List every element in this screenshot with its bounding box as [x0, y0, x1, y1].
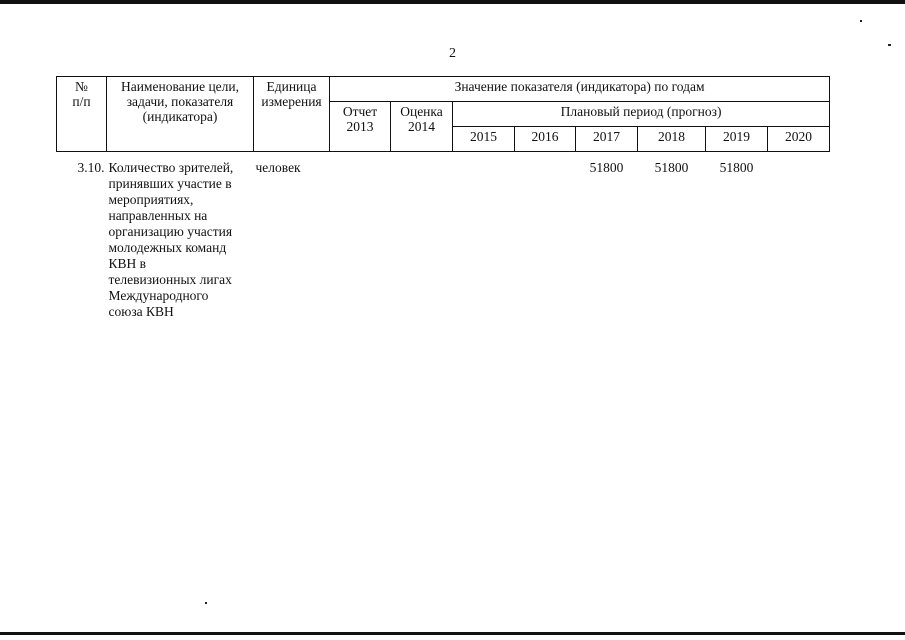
header-estimate: [391, 102, 453, 152]
header-plan-period-label: Плановый период (прогноз): [560, 104, 722, 119]
row-value-2015: [453, 152, 515, 321]
row-value-2018: 51800: [654, 160, 689, 175]
row-value-2020: [768, 152, 830, 321]
header-unit-label: Единица измерения: [261, 79, 322, 109]
indicators-table: [56, 76, 830, 320]
header-estimate-label: Оценка 2014: [400, 104, 443, 134]
header-unit: [254, 77, 330, 152]
scan-border-top: [0, 0, 905, 4]
header-name: [107, 77, 254, 152]
row-indicator-name: Количество зрителей, принявших участие в мероприятиях, направленных на организацию участия молодежных команд КВН в телевизионных лигах Международного союза КВН: [108, 160, 234, 319]
scan-border-bottom: [0, 632, 905, 635]
header-report-label: Отчет 2013: [342, 104, 378, 134]
scan-speck: [860, 20, 862, 22]
row-num: 3.10.: [77, 160, 105, 175]
header-year: 2017: [576, 127, 638, 152]
header-year: 2015: [453, 127, 515, 152]
header-year: 2020: [768, 127, 830, 152]
row-value-2019: 51800: [719, 160, 754, 175]
header-name-label: Наименование цели, задачи, показателя (индикатора): [120, 79, 240, 124]
header-num-label: № п/п: [72, 79, 91, 109]
header-values-group: [330, 77, 830, 102]
row-report-2013: [330, 152, 391, 321]
header-plan-period: [453, 102, 830, 127]
scan-speck: [205, 602, 207, 604]
row-value-2016: [515, 152, 576, 321]
row-unit: человек: [255, 160, 301, 175]
header-values-group-label: Значение показателя (индикатора) по годам: [454, 79, 705, 94]
header-num: [57, 77, 107, 152]
row-estimate-2014: [391, 152, 453, 321]
table-row: [57, 152, 830, 321]
header-year: 2018: [638, 127, 706, 152]
header-report: [330, 102, 391, 152]
header-year: 2019: [706, 127, 768, 152]
row-value-2017: 51800: [589, 160, 624, 175]
page-number: 2: [449, 46, 456, 61]
header-year: 2016: [515, 127, 576, 152]
